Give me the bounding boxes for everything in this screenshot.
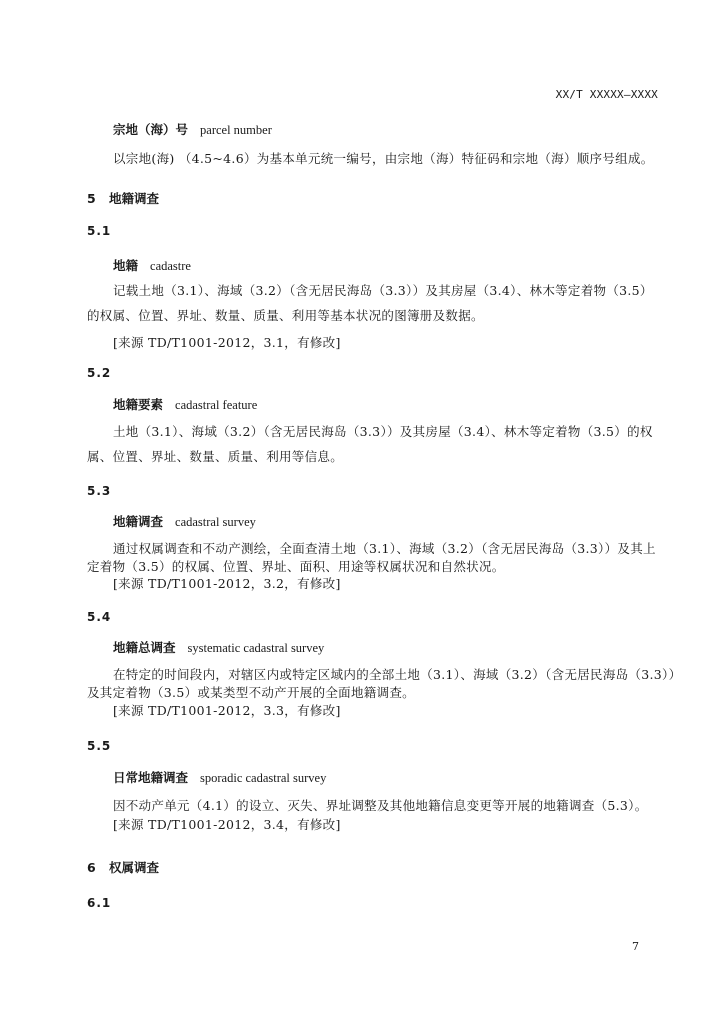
source-note: [来源 TD/T1001-2012，3.4，有修改] xyxy=(113,817,341,832)
clause-number-5-3: 5.3 xyxy=(87,484,112,498)
definition-line: 定着物（3.5）的权属、位置、界址、面积、用途等权属状况和自然状况。 xyxy=(87,559,505,574)
section-number: 5 xyxy=(87,191,96,206)
clause-term-5-1 xyxy=(113,255,191,274)
clause-number-5-4: 5.4 xyxy=(87,610,112,624)
definition-line: 在特定的时间段内，对辖区内或特定区域内的全部土地（3.1）、海域（3.2）（含无居民海岛（3.3）） xyxy=(113,667,682,682)
clause-term-5-3 xyxy=(113,511,256,530)
term-english: sporadic cadastral survey xyxy=(200,771,327,785)
clause-number-5-1: 5.1 xyxy=(87,224,112,238)
definition-line: 的权属、位置、界址、数量、质量、利用等基本状况的图簿册及数据。 xyxy=(87,308,484,323)
page-number: 7 xyxy=(632,940,639,953)
clause-term-5-2 xyxy=(113,394,257,413)
clause-number-5-5: 5.5 xyxy=(87,739,112,753)
term-chinese: 宗地（海）号 xyxy=(113,122,189,137)
term-english: cadastral survey xyxy=(175,515,256,529)
definition-line: 土地（3.1）、海域（3.2）（含无居民海岛（3.3））及其房屋（3.4）、林木等定着物（3.5）的权 xyxy=(113,424,653,439)
term-chinese: 地籍 xyxy=(113,258,139,273)
source-note: [来源 TD/T1001-2012，3.2，有修改] xyxy=(113,576,341,591)
clause-number-6-1: 6.1 xyxy=(87,896,112,910)
definition-line: 及其定着物（3.5）或某类型不动产开展的全面地籍调查。 xyxy=(87,685,415,700)
section-title: 权属调查 xyxy=(109,860,160,875)
section-title: 地籍调查 xyxy=(109,191,160,206)
intro-definition: 以宗地(海) （4.5~4.6）为基本单元统一编号，由宗地（海）特征码和宗地（海）顺序号组成。 xyxy=(113,151,654,166)
clause-term-5-5 xyxy=(113,767,326,786)
section-heading-5 xyxy=(87,189,159,207)
term-english: cadastre xyxy=(150,259,191,273)
definition-line: 因不动产单元（4.1）的设立、灭失、界址调整及其他地籍信息变更等开展的地籍调查（5.3）。 xyxy=(113,798,648,813)
document-code-header: XX/T XXXXX—XXXX xyxy=(555,88,658,101)
term-english: parcel number xyxy=(200,123,272,137)
section-heading-6 xyxy=(87,858,159,876)
source-note: [来源 TD/T1001-2012，3.3，有修改] xyxy=(113,703,341,718)
section-number: 6 xyxy=(87,860,96,875)
term-chinese: 地籍要素 xyxy=(113,397,164,412)
clause-term-5-4 xyxy=(113,637,324,656)
definition-line: 属、位置、界址、数量、质量、利用等信息。 xyxy=(87,449,344,464)
source-note: [来源 TD/T1001-2012，3.1，有修改] xyxy=(113,335,341,350)
term-chinese: 地籍总调查 xyxy=(113,640,176,655)
term-english: systematic cadastral survey xyxy=(187,641,325,655)
clause-number-5-2: 5.2 xyxy=(87,366,112,380)
definition-line: 通过权属调查和不动产测绘，全面查清土地（3.1）、海域（3.2）（含无居民海岛（3.3））及其上 xyxy=(113,541,656,556)
intro-term xyxy=(113,119,272,138)
definition-line: 记载土地（3.1）、海域（3.2）（含无居民海岛（3.3））及其房屋（3.4）、林木等定着物（3.5） xyxy=(113,283,653,298)
term-english: cadastral feature xyxy=(175,398,258,412)
term-chinese: 日常地籍调查 xyxy=(113,770,189,785)
term-chinese: 地籍调查 xyxy=(113,514,164,529)
